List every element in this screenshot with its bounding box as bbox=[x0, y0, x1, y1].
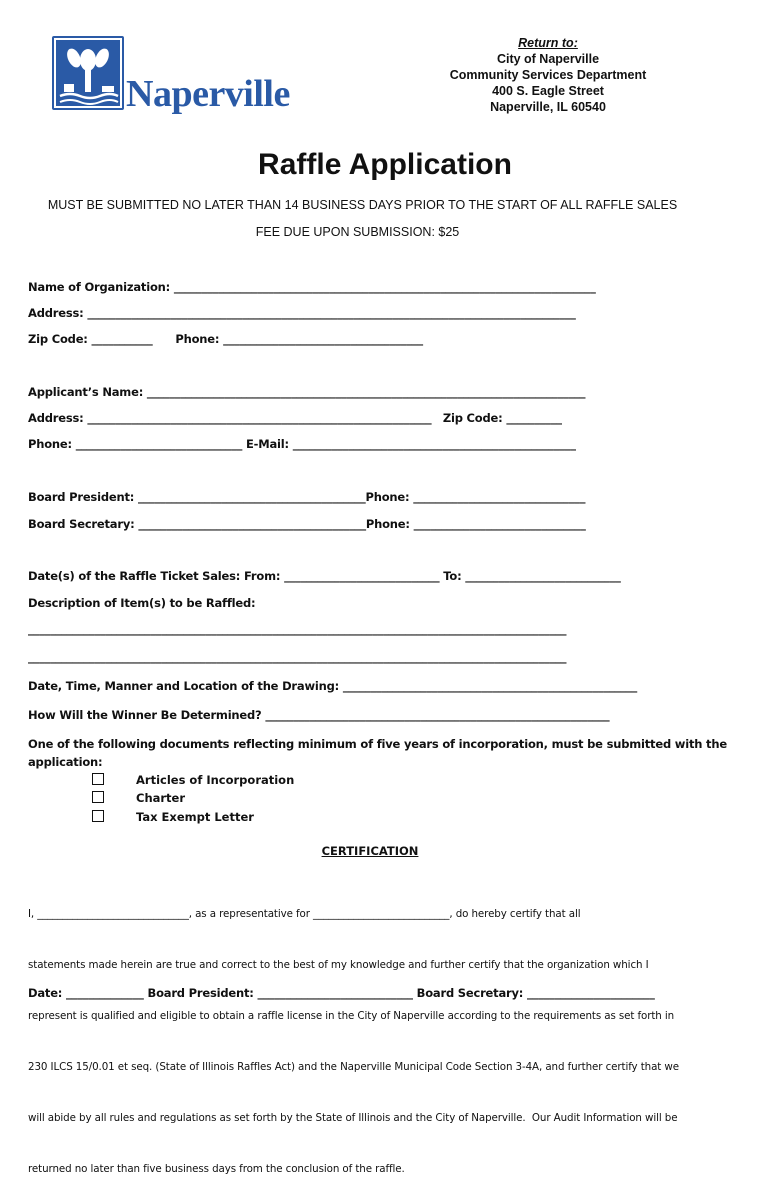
return-address-line: Community Services Department bbox=[449, 68, 647, 82]
deadline-notice: MUST BE SUBMITTED NO LATER THAN 14 BUSINESS DAYS PRIOR TO THE START OF ALL RAFFLE SALES bbox=[47, 198, 678, 212]
option-articles-of-incorporation[interactable] bbox=[136, 773, 294, 787]
page-title: Raffle Application bbox=[258, 148, 512, 181]
documents-instruction: One of the following documents reflecting minimum of five years of incorporation, must be submitted with the bbox=[28, 737, 727, 751]
return-address bbox=[418, 35, 678, 115]
checkbox[interactable] bbox=[92, 810, 104, 822]
option-tax-exempt-letter[interactable] bbox=[136, 810, 254, 824]
organization-zip-phone-field[interactable]: Zip Code: ___________ Phone: ____________________________________ bbox=[28, 332, 423, 346]
organization-name-field[interactable]: Name of Organization: ____________________________________________________________________________ bbox=[28, 280, 596, 294]
certification-statement bbox=[28, 872, 688, 1195]
items-description-line[interactable]: _________________________________________________________________________________________________ bbox=[28, 622, 567, 636]
certification-line: statements made herein are true and correct to the best of my knowledge and further certify that the organization which I bbox=[28, 959, 649, 971]
return-address-line: 400 S. Eagle Street bbox=[492, 84, 604, 98]
signature-date-line[interactable]: Date: ______________ Board President: ____________________________ Board Secretary: _______________________ bbox=[28, 986, 655, 1000]
certification-line: will abide by all rules and regulations as set forth by the State of Illinois and the City of Naperville. Our Audit Information will be bbox=[28, 1112, 678, 1124]
certification-line: returned no later than five business days from the conclusion of the raffle. bbox=[28, 1163, 405, 1175]
winner-determination-field[interactable]: How Will the Winner Be Determined? ______________________________________________________________ bbox=[28, 708, 610, 722]
checkbox[interactable] bbox=[92, 791, 104, 803]
option-charter[interactable] bbox=[136, 791, 185, 805]
certification-heading: CERTIFICATION bbox=[321, 844, 419, 858]
board-secretary-field[interactable]: Board Secretary: _________________________________________Phone: _______________________________ bbox=[28, 517, 586, 531]
option-label: Tax Exempt Letter bbox=[136, 810, 254, 824]
certification-line[interactable]: I, ______________________________, as a representative for ___________________________, do hereby certify that all bbox=[28, 908, 581, 920]
items-description-label: Description of Item(s) to be Raffled: bbox=[28, 596, 256, 610]
board-president-field[interactable]: Board President: _________________________________________Phone: _______________________________ bbox=[28, 490, 586, 504]
certification-line: represent is qualified and eligible to obtain a raffle license in the City of Naperville according to the requirements as set forth in bbox=[28, 1010, 675, 1022]
checkbox[interactable] bbox=[92, 773, 104, 785]
return-address-line: City of Naperville bbox=[496, 52, 600, 66]
fee-notice: FEE DUE UPON SUBMISSION: $25 bbox=[255, 225, 460, 239]
documents-instruction: application: bbox=[28, 755, 103, 769]
option-label: Articles of Incorporation bbox=[136, 773, 295, 787]
drawing-details-field[interactable]: Date, Time, Manner and Location of the Drawing: _____________________________________________________ bbox=[28, 679, 637, 693]
return-address-line: Naperville, IL 60540 bbox=[490, 100, 606, 114]
items-description-line[interactable]: _________________________________________________________________________________________________ bbox=[28, 650, 567, 664]
option-label: Charter bbox=[136, 791, 186, 805]
applicant-phone-email-field[interactable]: Phone: ______________________________ E-Mail: ___________________________________________________ bbox=[28, 437, 576, 451]
certification-line: 230 ILCS 15/0.01 et seq. (State of Illinois Raffles Act) and the Naperville Municipal Code Section 3-4A, and further certify that we bbox=[28, 1061, 679, 1073]
tree-icon bbox=[52, 36, 124, 110]
applicant-address-field[interactable]: Address: ______________________________________________________________ Zip Code: __________ bbox=[28, 411, 562, 425]
return-to-label: Return to: bbox=[518, 36, 578, 50]
logo-wordmark: Naperville bbox=[126, 73, 290, 115]
applicant-name-field[interactable]: Applicant’s Name: _______________________________________________________________________________ bbox=[28, 385, 586, 399]
organization-address-field[interactable]: Address: ________________________________________________________________________________________ bbox=[28, 306, 576, 320]
naperville-logo bbox=[52, 30, 302, 122]
sale-dates-field[interactable]: Date(s) of the Raffle Ticket Sales: From: ____________________________ To: ____________________________ bbox=[28, 569, 621, 583]
